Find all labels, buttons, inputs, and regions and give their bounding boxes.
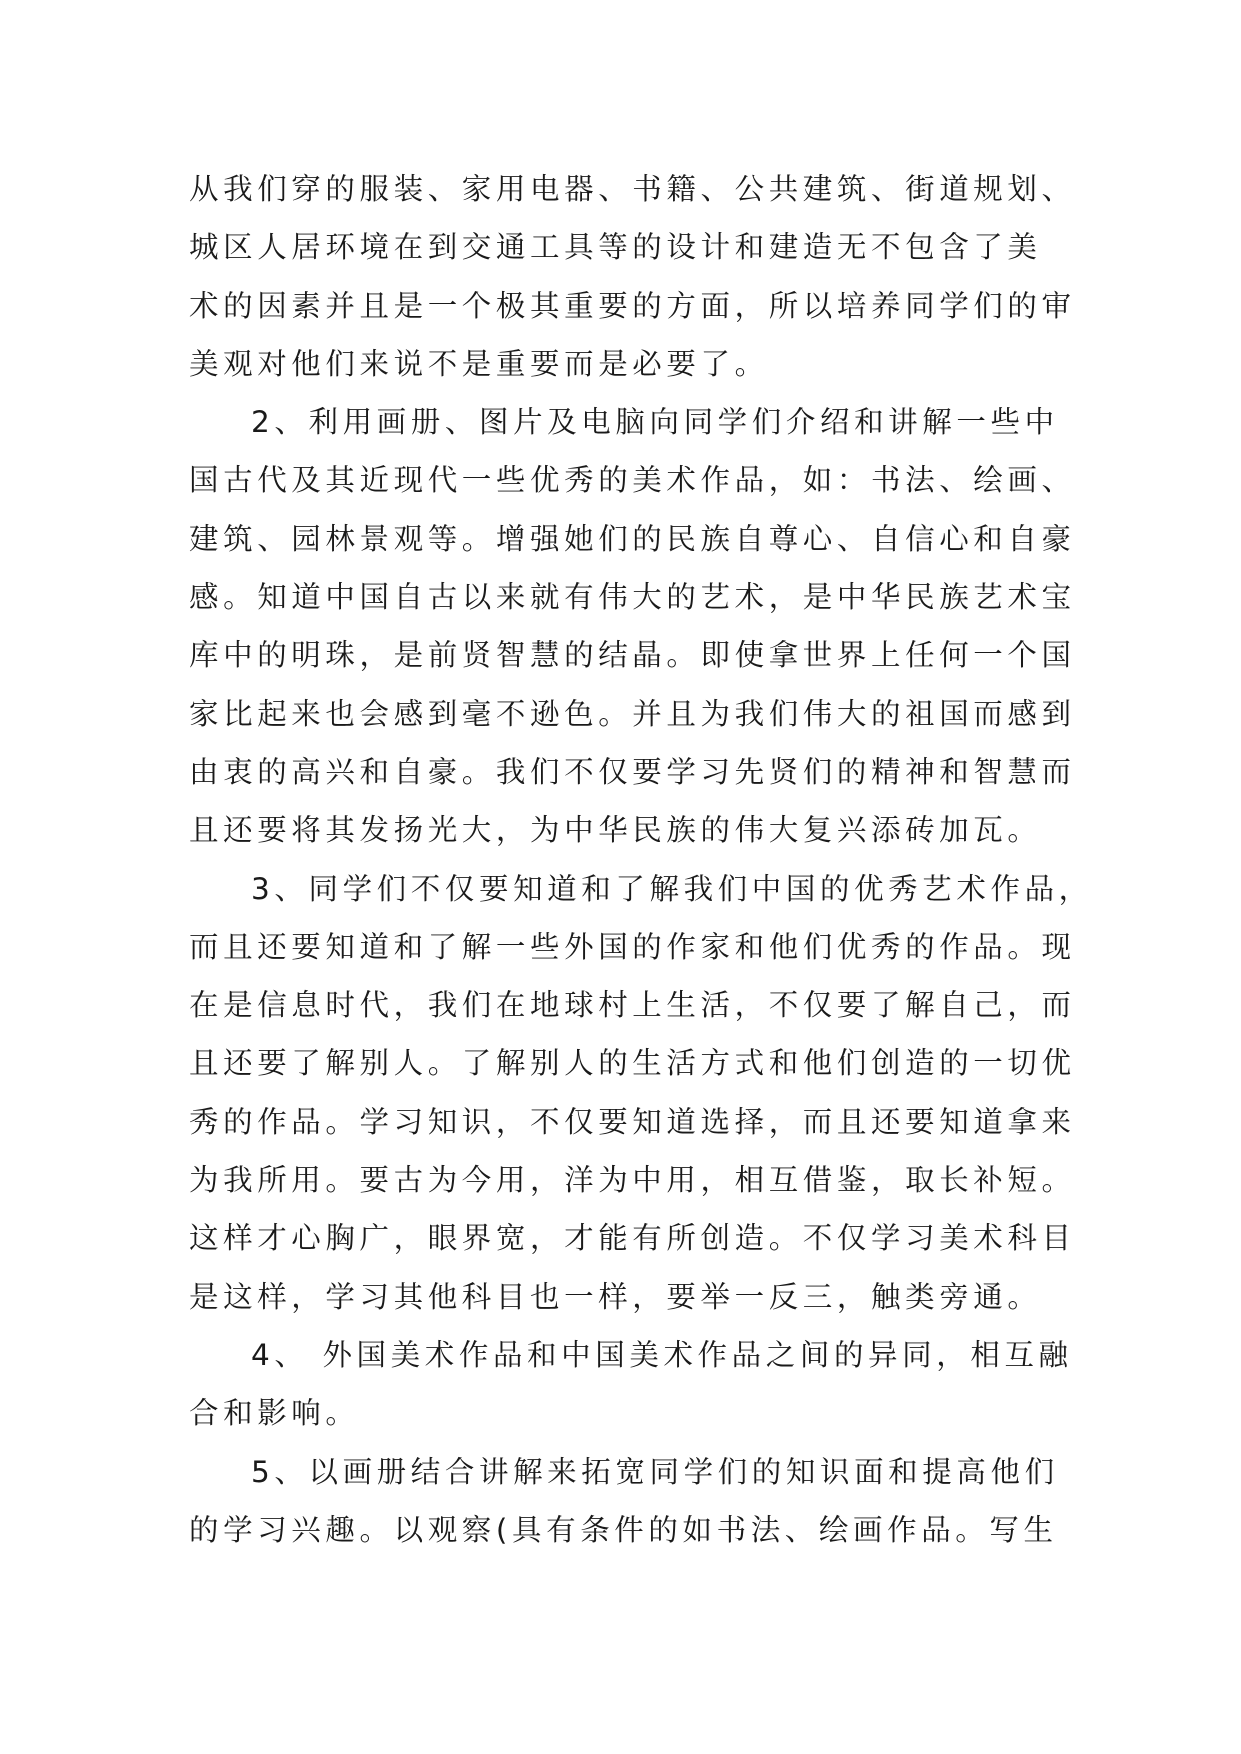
text-line: 库中的明珠，是前贤智慧的结晶。即使拿世界上任何一个国 (189, 638, 1076, 673)
text-line: 且还要将其发扬光大，为中华民族的伟大复兴添砖加瓦。 (189, 813, 1042, 848)
text-line: 这样才心胸广，眼界宽，才能有所创造。不仅学习美术科目 (189, 1221, 1076, 1256)
paragraph-start-line: 3、同学们不仅要知道和了解我们中国的优秀艺术作品， (251, 871, 1093, 906)
text-line: 秀的作品。学习知识，不仅要知道选择，而且还要知道拿来 (189, 1104, 1076, 1139)
text-line: 国古代及其近现代一些优秀的美术作品，如：书法、绘画、 (189, 463, 1076, 498)
text-line: 在是信息时代，我们在地球村上生活，不仅要了解自己，而 (189, 988, 1076, 1023)
paragraph-start-line: 2、利用画册、图片及电脑向同学们介绍和讲解一些中 (251, 405, 1059, 440)
text-line: 由衷的高兴和自豪。我们不仅要学习先贤们的精神和智慧而 (189, 754, 1076, 789)
paragraph-start-line: 4、 外国美术作品和中国美术作品之间的异同，相互融 (251, 1337, 1073, 1372)
text-line: 从我们穿的服装、家用电器、书籍、公共建筑、街道规划、 (189, 172, 1076, 206)
text-line: 而且还要知道和了解一些外国的作家和他们优秀的作品。现 (189, 929, 1076, 964)
text-line: 合和影响。 (189, 1396, 360, 1431)
text-line: 建筑、园林景观等。增强她们的民族自尊心、自信心和自豪 (189, 521, 1076, 556)
body-text (189, 160, 1093, 1559)
text-line: 美观对他们来说不是重要而是必要了。 (189, 346, 769, 381)
paragraph-start-line: 5、以画册结合讲解来拓宽同学们的知识面和提高他们 (251, 1454, 1059, 1489)
text-line: 感。知道中国自古以来就有伟大的艺术，是中华民族艺术宝 (189, 580, 1076, 615)
text-line: 是这样，学习其他科目也一样，要举一反三，触类旁通。 (189, 1279, 1042, 1314)
text-line: 家比起来也会感到毫不逊色。并且为我们伟大的祖国而感到 (189, 696, 1076, 731)
text-line: 且还要了解别人。了解别人的生活方式和他们创造的一切优 (189, 1046, 1076, 1081)
text-line: 术的因素并且是一个极其重要的方面，所以培养同学们的审 (189, 288, 1076, 323)
text-line: 的学习兴趣。以观察(具有条件的如书法、绘画作品。写生 (189, 1512, 1058, 1547)
text-line: 为我所用。要古为今用，洋为中用，相互借鉴，取长补短。 (189, 1163, 1076, 1198)
text-line: 城区人居环境在到交通工具等的设计和建造无不包含了美 (189, 230, 1042, 265)
